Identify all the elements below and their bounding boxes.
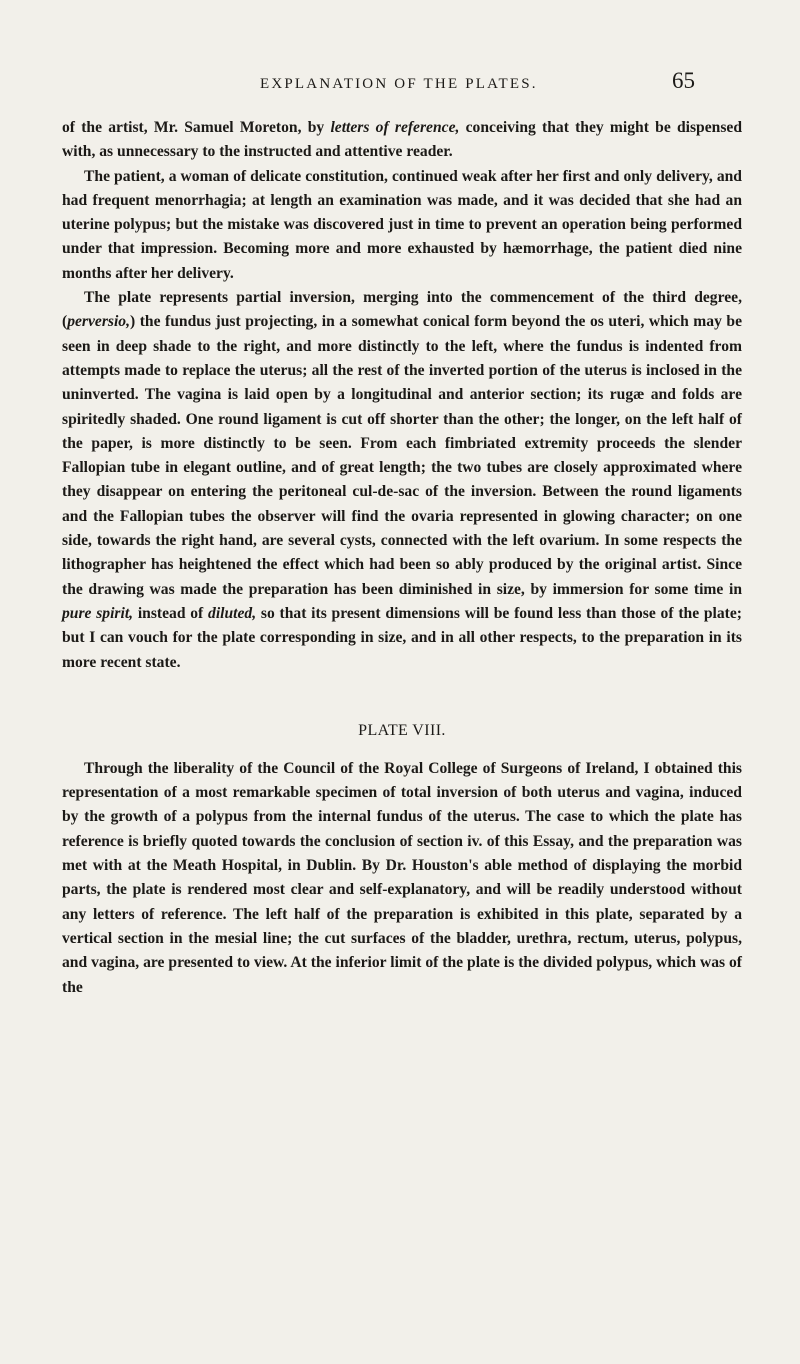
paragraph-continuation [62,116,742,165]
plate-heading: PLATE VIII. [358,721,446,739]
paragraph-plate-viii: Through the liberality of the Council of the Royal College of Surgeons of Ireland, I obtained this representation of a most remarkable specimen of total inversion of both uterus and vagina, induced by the growth of a polypus from the internal fundus of the uterus. The case to which the plate has reference is briefly quoted towards the conclusion of section iv. of this Essay, and the preparation was met with at the Meath Hospital, in Dublin. By Dr. Houston's able method of displaying the morbid parts, the plate is rendered most clear and self-explanatory, and will be readily understood without any letters of reference. The left half of the preparation is exhibited in this plate, separated by a vertical section in the mesial line; the cut surfaces of the bladder, urethra, rectum, uterus, polypus, and vagina, are presented to view. At the inferior limit of the plate is the divided polypus, which was of the [62,759,742,996]
text-run: ) the fundus just projecting, in a somewhat conical form beyond the os uteri, which may be seen in deep shade to the right, and more distinctly to the left, where the fundus is indented from attempts made to replace the uterus; all the rest of the inverted portion of the uterus is inclosed in the uninverted. The vagina is laid open by a longitudinal and anterior section; its rugæ and folds are spiritedly shaded. One round ligament is cut off shorter than the other; the longer, on the left half of the paper, is more distinctly to be seen. From each fimbriated extremity proceeds the slender Fallopian tube in elegant outline, and of great length; the two tubes are closely approximated where they disappear on entering the peritoneal cul-de-sac of the inversion. Between the round ligaments and the Fallopian tubes the observer will find the ovaria represented in glowing character; on one side, towards the right hand, are several cysts, connected with the left ovarium. In some respects the lithographer has heightened the effect which had been so ably produced by the original artist. Since the drawing was made the preparation has been diminished in size, by immersion for some time in [62,313,742,598]
text-run: of the artist, Mr. Samuel Moreton, by [62,119,331,136]
text-run: conceiving that they might be dispensed with, as unnecessary to the instructed and attentive reader. [62,119,742,161]
page-number: 65 [672,68,695,93]
paragraph-plate-description [62,286,742,675]
italic-text: pure spirit, [62,604,134,622]
text-run: so that its present dimensions will be found less than those of the plate; but I can vouch for the plate corresponding in size, and in all other respects, to the preparation in its more recent state. [62,604,742,671]
italic-text: diluted, [208,604,257,622]
running-title: EXPLANATION OF THE PLATES. [260,76,538,92]
running-head [0,68,800,98]
section-gap [62,675,742,719]
italic-text: letters of reference, [330,119,460,136]
body-text [62,116,742,1000]
text-run: The plate represents partial inversion, merging into the commencement of the third degree, ( [62,289,742,331]
paragraph-patient: The patient, a woman of delicate constitution, continued weak after her first and only delivery, and had frequent menorrhagia; at length an examination was made, and it was decided that she had an uterine polypus; but the mistake was discovered just in time to prevent an operation being performed under that impression. Becoming more and more exhausted by hæmorrhage, the patient died nine months after her delivery. [62,167,742,282]
italic-text: perversio, [67,313,130,331]
text-run: instead of [133,604,209,622]
